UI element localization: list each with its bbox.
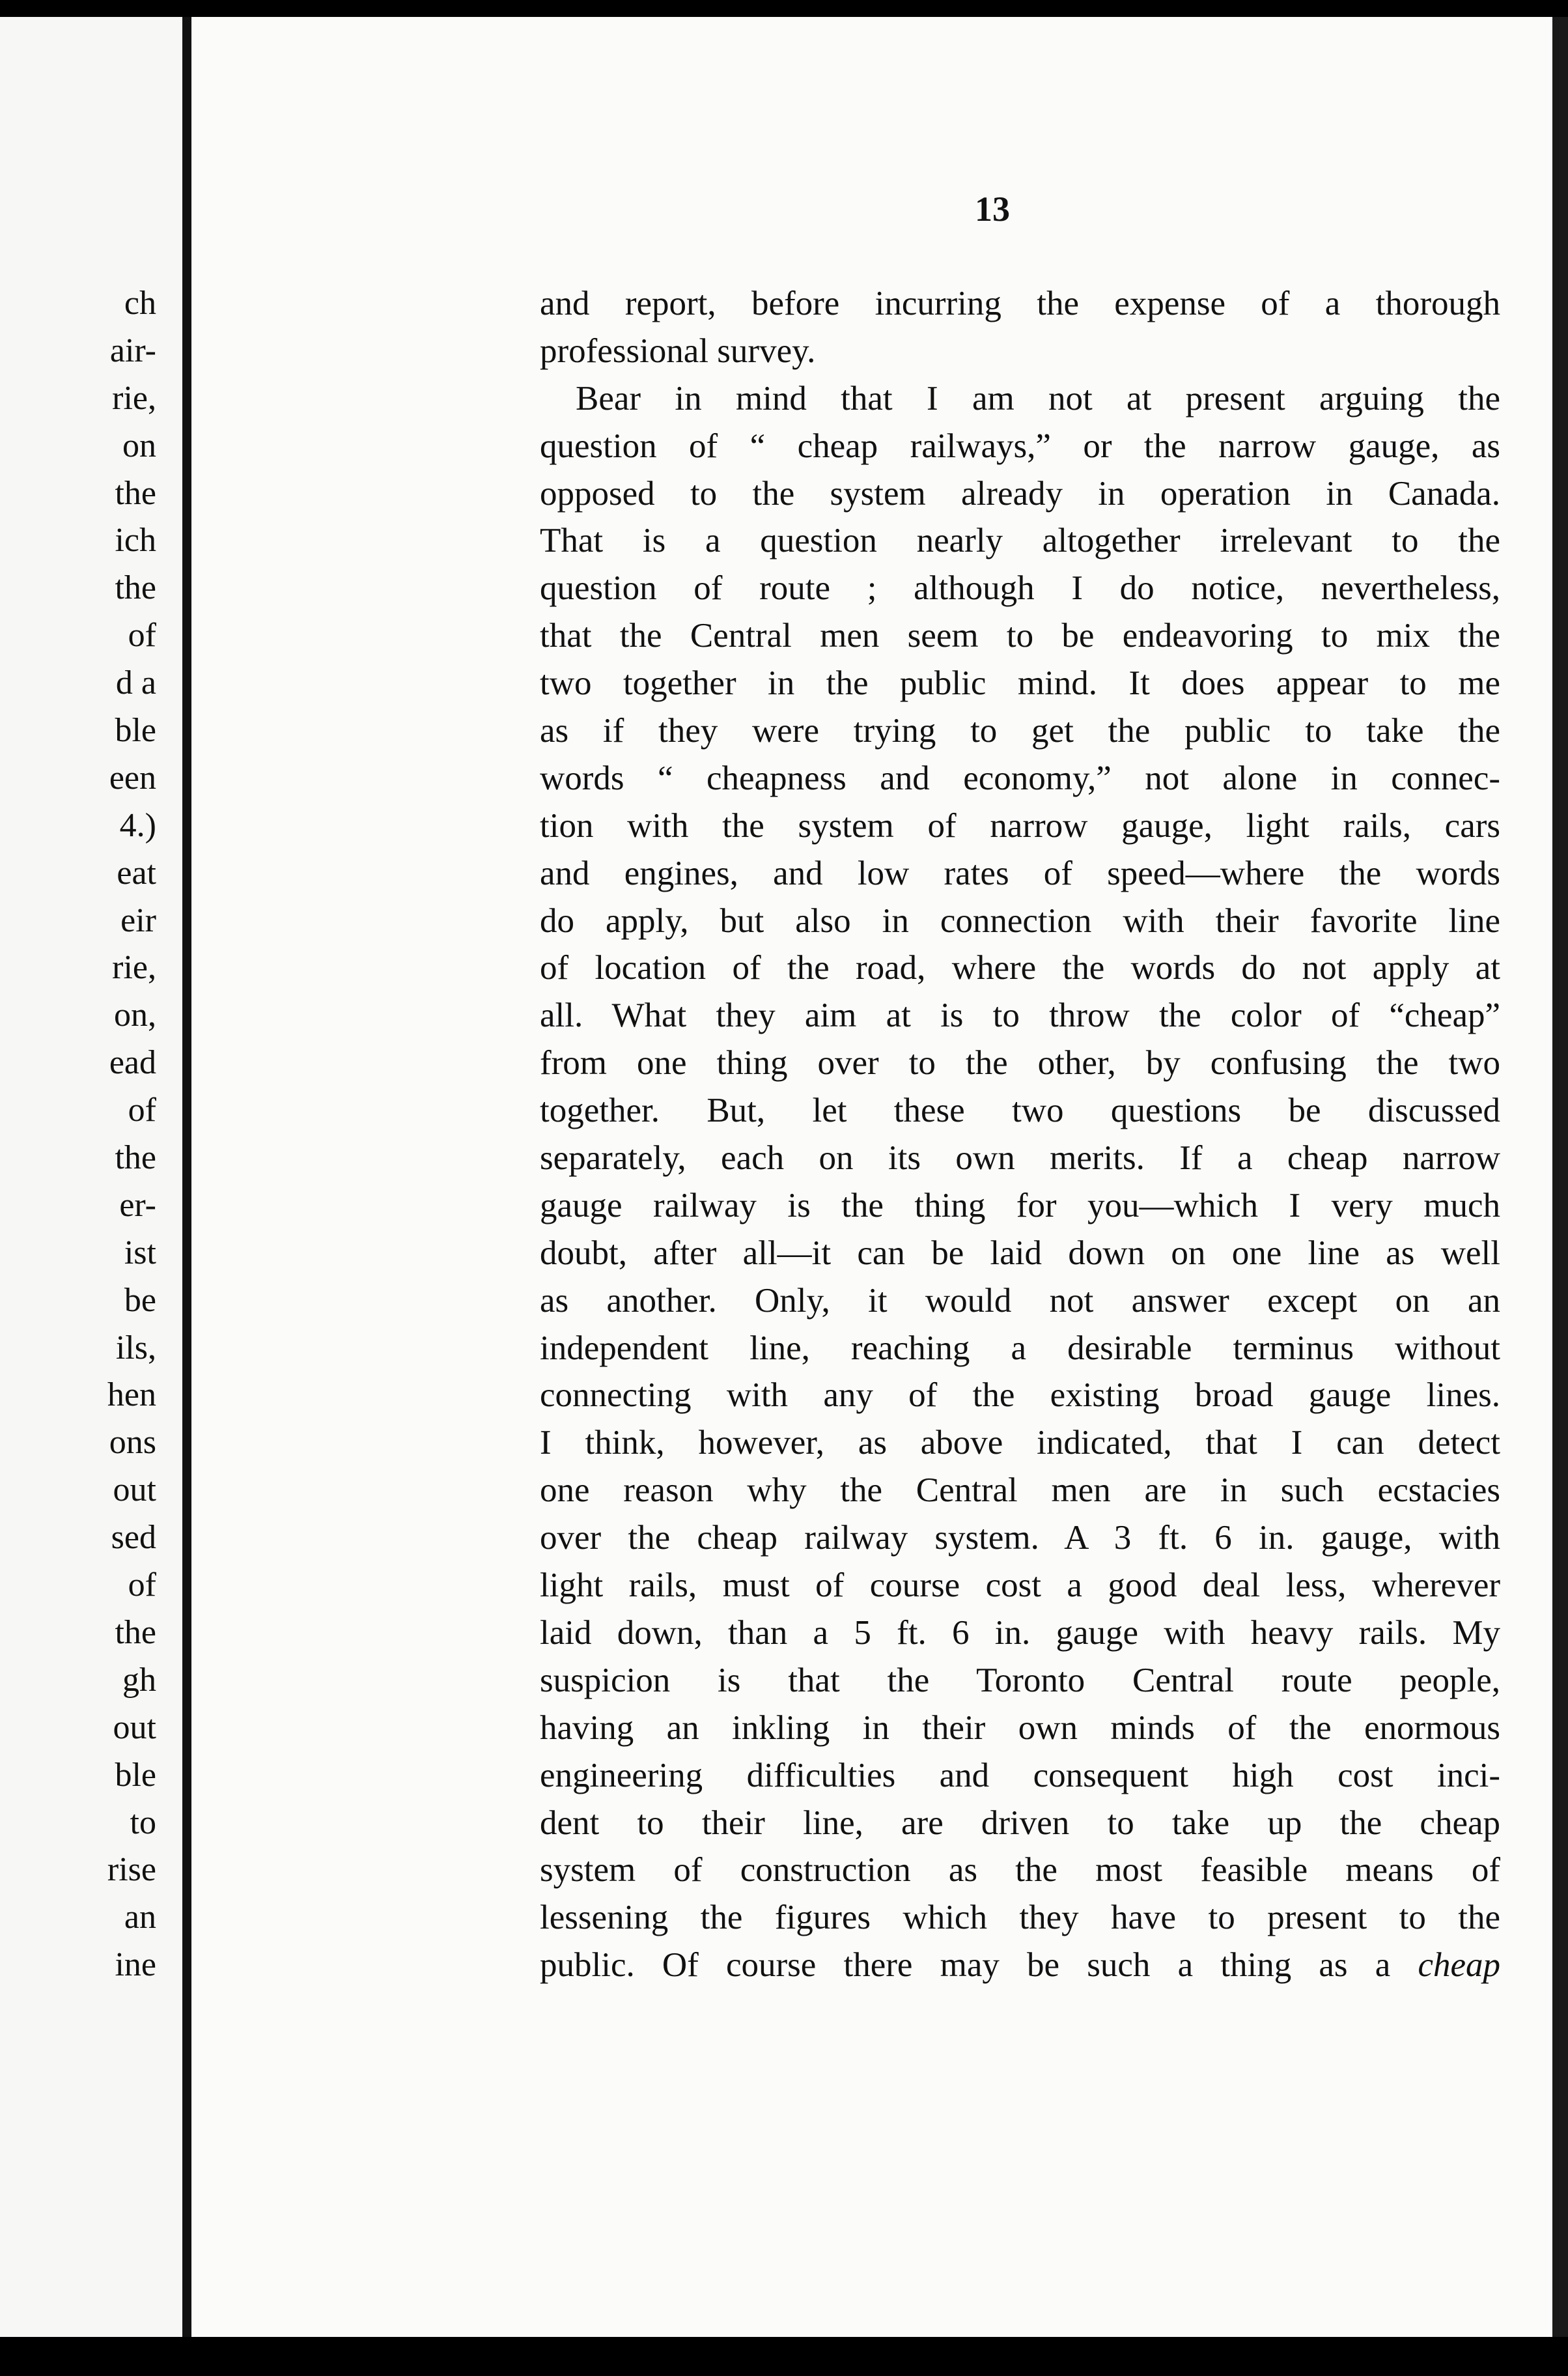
italic-word: cheap xyxy=(1418,1946,1501,1985)
text-line xyxy=(540,1182,1500,1230)
previous-page-text-fragments xyxy=(0,280,156,1989)
text-line xyxy=(540,1040,1500,1087)
text-line xyxy=(540,328,1500,375)
previous-page-fragment: of xyxy=(128,1566,156,1604)
text-line xyxy=(540,1467,1500,1514)
text-line-content: of location of the road, where the words do not apply at xyxy=(540,949,1500,987)
text-line xyxy=(540,1230,1500,1277)
previous-page-fragment: air- xyxy=(109,332,156,369)
previous-page-fragment: ons xyxy=(109,1424,156,1462)
previous-page-fragment: be xyxy=(124,1281,156,1319)
previous-page-fragment: ich xyxy=(115,522,156,559)
previous-page-fragment: out xyxy=(113,1708,156,1746)
text-line xyxy=(540,1846,1500,1894)
previous-page-fragment: hen xyxy=(107,1376,156,1414)
previous-page-fragment: the xyxy=(115,474,156,512)
text-line xyxy=(540,1894,1500,1942)
text-line-content: professional survey. xyxy=(540,332,816,370)
previous-page-fragment: ble xyxy=(115,712,156,750)
text-line xyxy=(540,944,1500,992)
text-line xyxy=(540,1942,1500,1989)
page-gutter xyxy=(182,17,191,2337)
text-line-content: one reason why the Central men are in such ecstacies xyxy=(540,1471,1500,1510)
previous-page-edge xyxy=(0,17,182,2337)
text-line-content: light rails, must of course cost a good deal less, wherever xyxy=(540,1566,1500,1605)
text-line xyxy=(540,565,1500,612)
previous-page-fragment: the xyxy=(115,569,156,607)
scan-border-right xyxy=(1552,17,1568,2337)
text-line-content: having an inkling in their own minds of the enormous xyxy=(540,1708,1500,1747)
text-line xyxy=(540,1277,1500,1325)
text-line-content: question of “ cheap railways,” or the narrow gauge, as xyxy=(540,427,1500,465)
previous-page-fragment: rie, xyxy=(112,949,156,987)
previous-page-fragment: gh xyxy=(122,1661,156,1699)
previous-page-fragment: an xyxy=(124,1899,156,1936)
text-line xyxy=(540,1087,1500,1135)
text-line xyxy=(540,423,1500,470)
text-line-content: as if they were trying to get the public to take the xyxy=(540,712,1500,750)
text-line-content: together. But, let these two questions be discussed xyxy=(540,1092,1500,1130)
text-line xyxy=(540,660,1500,707)
text-line-content: and report, before incurring the expense of a thorough xyxy=(540,285,1500,322)
text-line-content: public. Of course there may be such a thing as a xyxy=(540,1946,1391,1985)
text-line-content: all. What they aim at is to throw the color of “cheap” xyxy=(540,997,1500,1035)
text-line xyxy=(540,1135,1500,1182)
previous-page-fragment: d a xyxy=(115,664,156,702)
previous-page-fragment: ble xyxy=(115,1756,156,1794)
text-line-content: and engines, and low rates of speed—where the words xyxy=(540,854,1500,892)
text-line xyxy=(540,470,1500,518)
text-line xyxy=(540,1372,1500,1419)
scan-border-bottom xyxy=(0,2337,1568,2376)
text-line-content: independent line, reaching a desirable terminus without xyxy=(540,1329,1500,1367)
text-line-content: as another. Only, it would not answer except on an xyxy=(540,1281,1500,1320)
previous-page-fragment: ist xyxy=(124,1234,156,1271)
text-line xyxy=(540,1325,1500,1372)
text-line-content: dent to their line, are driven to take up the cheap xyxy=(540,1803,1500,1842)
text-line xyxy=(540,1419,1500,1467)
previous-page-fragment: eir xyxy=(120,901,156,939)
previous-page-fragment: ils, xyxy=(115,1329,156,1366)
text-line xyxy=(540,1562,1500,1609)
text-line xyxy=(540,280,1500,328)
text-line-content: connecting with any of the existing broad gauge lines. xyxy=(540,1376,1500,1415)
previous-page-fragment: eat xyxy=(117,854,156,892)
text-line-content: that the Central men seem to be endeavoring to mix the xyxy=(540,617,1500,655)
text-line xyxy=(540,375,1500,423)
page-number: 13 xyxy=(975,190,1010,229)
text-line-content: suspicion is that the Toronto Central route people, xyxy=(540,1661,1500,1699)
text-line-content: two together in the public mind. It does appear to me xyxy=(540,664,1500,703)
paragraph xyxy=(540,375,1500,1989)
text-line-content: do apply, but also in connection with their favorite line xyxy=(540,901,1500,940)
text-line xyxy=(540,1514,1500,1562)
previous-page-fragment: sed xyxy=(111,1519,156,1557)
previous-page-fragment: rise xyxy=(107,1851,156,1889)
paragraph xyxy=(540,280,1500,375)
text-line-content: laid down, than a 5 ft. 6 in. gauge with heavy rails. My xyxy=(540,1613,1500,1652)
previous-page-fragment: on xyxy=(122,427,156,464)
body-text xyxy=(540,280,1500,1989)
previous-page-fragment: 4.) xyxy=(119,806,156,844)
text-line-content: from one thing over to the other, by confusing the two xyxy=(540,1044,1500,1082)
text-line xyxy=(540,1752,1500,1800)
text-line-content: That is a question nearly altogether irrelevant to the xyxy=(540,522,1500,560)
text-line-content: engineering difficulties and consequent high cost inci- xyxy=(540,1756,1500,1794)
text-line-content: over the cheap railway system. A 3 ft. 6 in. gauge, with xyxy=(540,1519,1500,1557)
text-line-content: system of construction as the most feasible means of xyxy=(540,1851,1500,1889)
main-page xyxy=(191,17,1552,2337)
previous-page-fragment: ch xyxy=(124,285,156,322)
text-line-content: doubt, after all—it can be laid down on one line as well xyxy=(540,1234,1500,1272)
text-line-content: question of route ; although I do notice, nevertheless, xyxy=(540,569,1500,608)
text-line-content: words “ cheapness and economy,” not alone in connec- xyxy=(540,759,1500,797)
previous-page-fragment: to xyxy=(130,1803,156,1841)
previous-page-fragment: er- xyxy=(119,1186,156,1224)
text-line xyxy=(540,1609,1500,1657)
text-line xyxy=(540,1657,1500,1704)
text-line-content: gauge railway is the thing for you—which I very much xyxy=(540,1186,1500,1224)
previous-page-fragment: the xyxy=(115,1613,156,1651)
text-line-content: lessening the figures which they have to present to the xyxy=(540,1899,1500,1937)
previous-page-fragment: the xyxy=(115,1139,156,1177)
previous-page-fragment: ine xyxy=(115,1946,156,1984)
text-line xyxy=(540,992,1500,1040)
text-line xyxy=(540,755,1500,802)
previous-page-fragment: rie, xyxy=(112,379,156,417)
text-line xyxy=(540,517,1500,565)
previous-page-fragment: een xyxy=(109,759,156,797)
scan-border-top xyxy=(0,0,1568,17)
text-line xyxy=(540,802,1500,850)
text-line xyxy=(540,707,1500,755)
text-line xyxy=(540,850,1500,898)
previous-page-fragment: of xyxy=(128,617,156,655)
text-line-content: I think, however, as above indicated, that I can detect xyxy=(540,1424,1500,1462)
text-line-content: tion with the system of narrow gauge, light rails, cars xyxy=(540,806,1500,845)
previous-page-fragment: ead xyxy=(109,1044,156,1082)
text-line xyxy=(540,1800,1500,1847)
text-line xyxy=(540,1704,1500,1752)
previous-page-fragment: of xyxy=(128,1092,156,1129)
text-line-content: separately, each on its own merits. If a cheap narrow xyxy=(540,1139,1500,1178)
text-line-content: opposed to the system already in operation in Canada. xyxy=(540,474,1500,513)
previous-page-fragment: on, xyxy=(114,997,156,1034)
text-line-content: Bear in mind that I am not at present arguing the xyxy=(576,379,1500,417)
text-line xyxy=(540,612,1500,660)
text-line xyxy=(540,898,1500,945)
previous-page-fragment: out xyxy=(113,1471,156,1509)
